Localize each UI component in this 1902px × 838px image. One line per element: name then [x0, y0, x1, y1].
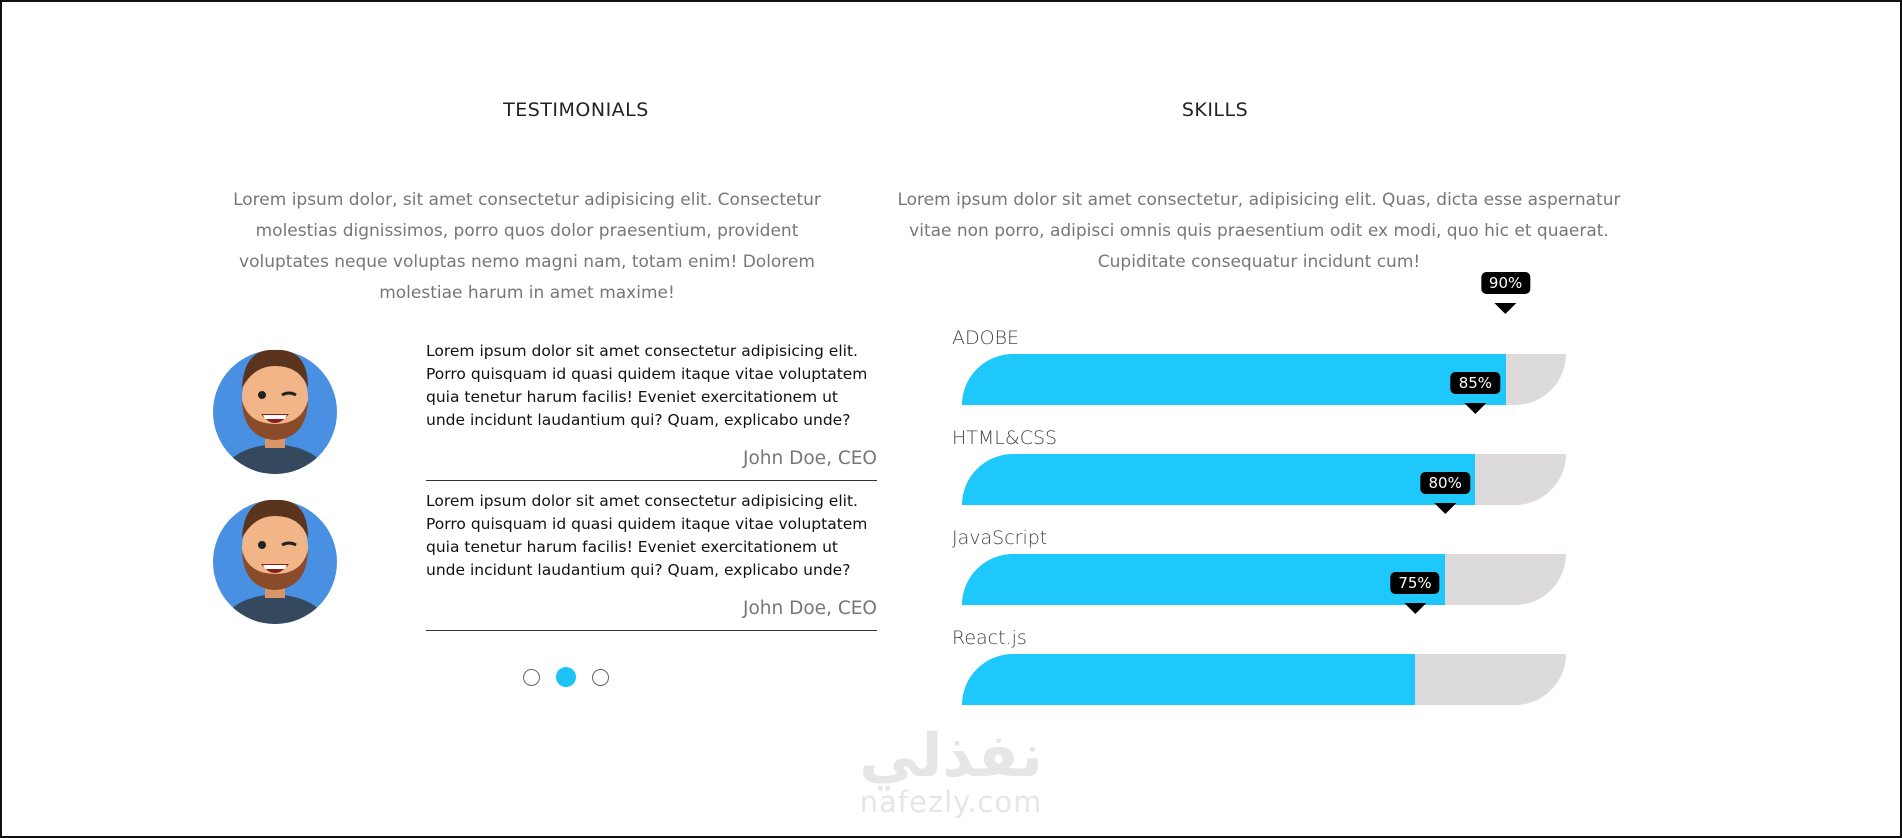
skill-bar-fill: [962, 354, 1506, 405]
testimonials-title: TESTIMONIALS: [503, 99, 649, 121]
skill-name: React.js: [952, 627, 1027, 649]
testimonial-item: [212, 340, 877, 490]
pagination-dot-3[interactable]: [592, 669, 609, 686]
skill-item: [952, 574, 1562, 727]
skill-percent-tooltip: [1421, 472, 1470, 514]
watermark-latin: nafezly.com: [859, 785, 1043, 819]
skill-bar-fill: [962, 654, 1415, 705]
skill-item: [952, 374, 1562, 527]
skill-bar-fill: [962, 454, 1475, 505]
tooltip-arrow-icon: [1434, 503, 1456, 514]
skill-bar-track: [962, 454, 1566, 505]
skill-name: JavaScript: [952, 527, 1048, 549]
divider: [426, 480, 877, 481]
tooltip-arrow-icon: [1495, 303, 1517, 314]
skill-percent-label: 85%: [1451, 372, 1500, 394]
skill-bar-track: [962, 654, 1566, 705]
tooltip-arrow-icon: [1464, 403, 1486, 414]
skill-percent-tooltip: [1390, 572, 1439, 614]
skill-item: [952, 474, 1562, 627]
watermark-logo: [836, 721, 1066, 819]
skill-bar-track: [962, 554, 1566, 605]
divider: [426, 630, 877, 631]
skills-title: SKILLS: [1181, 99, 1249, 121]
avatar: [212, 490, 339, 628]
avatar: [212, 340, 339, 478]
skill-name: HTML&CSS: [952, 427, 1058, 449]
skill-name: ADOBE: [952, 327, 1020, 349]
testimonial-text: Lorem ipsum dolor sit amet consectetur adipisicing elit. Porro quisquam id quasi quidem itaque vitae voluptatem quia tenetur harum facilis! Eveniet exercitationem ut unde incidunt laudantium qui? Quam, explicabo unde?: [426, 492, 868, 579]
skill-percent-tooltip: [1481, 272, 1530, 314]
skill-percent-label: 90%: [1481, 272, 1530, 294]
skill-percent-tooltip: [1451, 372, 1500, 414]
skill-percent-label: 80%: [1421, 472, 1470, 494]
watermark-arabic: نفذلي: [859, 721, 1043, 791]
testimonial-author: John Doe, CEO: [743, 448, 877, 469]
carousel-pagination: [523, 667, 609, 687]
tooltip-arrow-icon: [1404, 603, 1426, 614]
pagination-dot-2[interactable]: [556, 667, 576, 687]
skills-intro: Lorem ipsum dolor sit amet consectetur, adipisicing elit. Quas, dicta esse aspernatur vitae non porro, adipisci omnis quis praesentium odit ex modi, quo hic et quaerat. Cupiditate consequatur incidunt cum!: [897, 190, 1621, 272]
skill-percent-label: 75%: [1390, 572, 1439, 594]
testimonials-intro: Lorem ipsum dolor, sit amet consectetur adipisicing elit. Consectetur molestias dignissimos, porro quos dolor praesentium, provident voluptates neque voluptas nemo magni nam, totam enim! Dolorem molestiae harum in amet maxime!: [233, 190, 821, 303]
testimonial-author: John Doe, CEO: [743, 598, 877, 619]
testimonial-item: [212, 490, 877, 640]
testimonial-text: Lorem ipsum dolor sit amet consectetur adipisicing elit. Porro quisquam id quasi quidem itaque vitae voluptatem quia tenetur harum facilis! Eveniet exercitationem ut unde incidunt laudantium qui? Quam, explicabo unde?: [426, 342, 868, 429]
pagination-dot-1[interactable]: [523, 669, 540, 686]
skill-bar-fill: [962, 554, 1445, 605]
